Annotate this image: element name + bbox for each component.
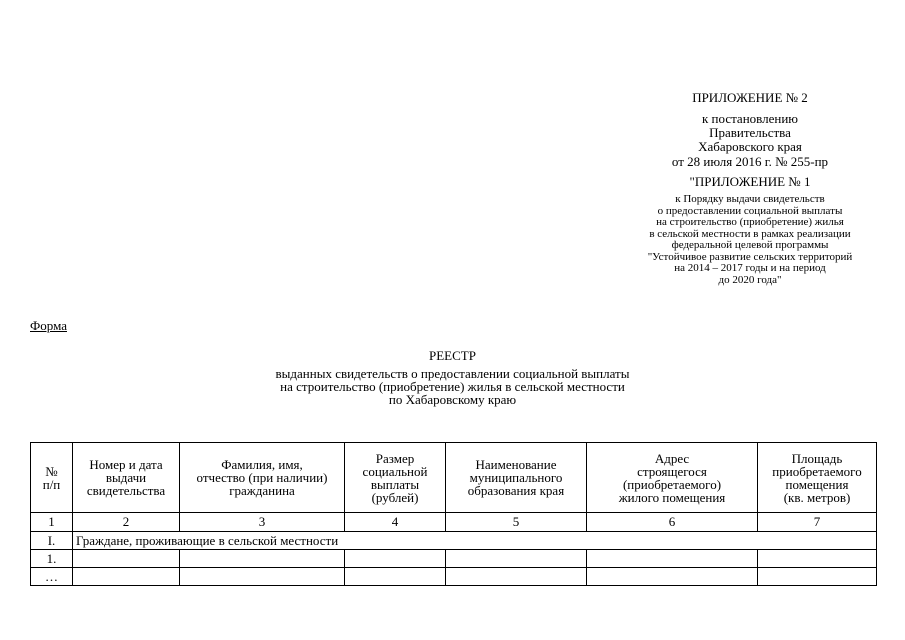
table-cell[interactable] <box>180 550 345 568</box>
header-line: приобретаемого <box>772 463 862 479</box>
header-line: муниципального <box>469 470 563 485</box>
section-label: Граждане, проживающие в сельской местности <box>73 532 877 550</box>
column-number: 4 <box>345 513 446 532</box>
inner-appendix-text <box>630 194 870 286</box>
column-number: 5 <box>446 513 587 532</box>
appendix-line: Правительства <box>709 125 791 140</box>
header-line: отчество (при наличии) <box>196 470 328 485</box>
header-line: Номер и дата <box>89 457 163 472</box>
table-cell[interactable] <box>446 550 587 568</box>
header-line: помещения <box>785 476 849 492</box>
table-cell[interactable] <box>446 568 587 586</box>
header-cell-certificate <box>73 443 180 513</box>
header-cell-address <box>587 443 758 513</box>
header-cell-area <box>758 443 877 513</box>
header-cell-payment-size <box>345 443 446 513</box>
inner-appendix-line: "Устойчивое развитие сельских территорий <box>647 250 853 263</box>
header-line: выдачи <box>105 470 147 485</box>
section-number: I. <box>31 532 73 550</box>
table-cell[interactable] <box>345 568 446 586</box>
table-cell[interactable] <box>758 550 877 568</box>
row-number: … <box>31 568 73 586</box>
inner-appendix-line: о предоставлении социальной выплаты <box>657 204 843 217</box>
row-number: 1. <box>31 550 73 568</box>
table-cell[interactable] <box>73 550 180 568</box>
header-line: свидетельства <box>86 483 166 498</box>
column-number: 3 <box>180 513 345 532</box>
inner-appendix-line: в сельской местности в рамках реализации <box>649 227 851 240</box>
forma-label: Форма <box>30 318 67 333</box>
section-row <box>31 532 877 550</box>
appendix-resolution-text <box>630 112 870 154</box>
appendix-line: к постановлению <box>701 111 799 126</box>
header-line: (рублей) <box>371 489 419 505</box>
inner-appendix-title: "ПРИЛОЖЕНИЕ № 1 <box>689 174 811 189</box>
appendix-date-line: от 28 июля 2016 г. № 255-пр <box>671 154 829 169</box>
header-line: выплаты <box>370 476 420 492</box>
table-row <box>31 568 877 586</box>
inner-appendix-line: на 2014 – 2017 годы и на период <box>674 262 826 274</box>
inner-appendix-line: на строительство (приобретение) жилья <box>656 216 844 228</box>
table-cell[interactable] <box>587 550 758 568</box>
registry-title: РЕЕСТР <box>429 348 476 363</box>
column-number: 2 <box>73 513 180 532</box>
header-line: Площадь <box>791 450 843 466</box>
registry-subtitle <box>200 367 705 406</box>
appendix-title: ПРИЛОЖЕНИЕ № 2 <box>692 90 808 105</box>
header-line: Наименование <box>475 457 557 472</box>
header-cell-full-name <box>180 443 345 513</box>
header-cell-municipality <box>446 443 587 513</box>
header-line: Адрес <box>654 450 690 466</box>
column-number: 1 <box>31 513 73 532</box>
table-cell[interactable] <box>180 568 345 586</box>
header-line: (кв. метров) <box>783 489 851 505</box>
registry-subtitle-line: выданных свидетельств о предоставлении социальной выплаты <box>275 366 630 381</box>
table-cell[interactable] <box>587 568 758 586</box>
inner-appendix-line: до 2020 года" <box>718 273 782 286</box>
registry-table <box>30 442 877 586</box>
header-line: жилого помещения <box>618 489 726 505</box>
column-number: 6 <box>587 513 758 532</box>
inner-appendix-line: федеральной целевой программы <box>671 239 829 251</box>
appendix-line: Хабаровского края <box>698 139 802 154</box>
header-line: № <box>45 463 58 479</box>
table-cell[interactable] <box>73 568 180 586</box>
column-number: 7 <box>758 513 877 532</box>
inner-appendix-line: к Порядку выдачи свидетельств <box>675 193 825 205</box>
header-line: строящегося <box>637 463 707 479</box>
table-cell[interactable] <box>345 550 446 568</box>
column-number-row <box>31 513 877 532</box>
header-line: социальной <box>362 463 428 479</box>
header-line: Фамилия, имя, <box>221 457 303 472</box>
header-cell-number <box>31 443 73 513</box>
table-cell[interactable] <box>758 568 877 586</box>
header-line: образования края <box>467 483 565 498</box>
registry-subtitle-line: по Хабаровскому краю <box>388 392 517 407</box>
header-line: (приобретаемого) <box>622 476 722 492</box>
registry-subtitle-line: на строительство (приобретение) жилья в сельской местности <box>280 379 625 394</box>
table-row <box>31 550 877 568</box>
table-header-row <box>31 443 877 513</box>
header-line: Размер <box>375 450 415 466</box>
header-line: гражданина <box>229 483 295 498</box>
header-line: п/п <box>42 476 61 492</box>
